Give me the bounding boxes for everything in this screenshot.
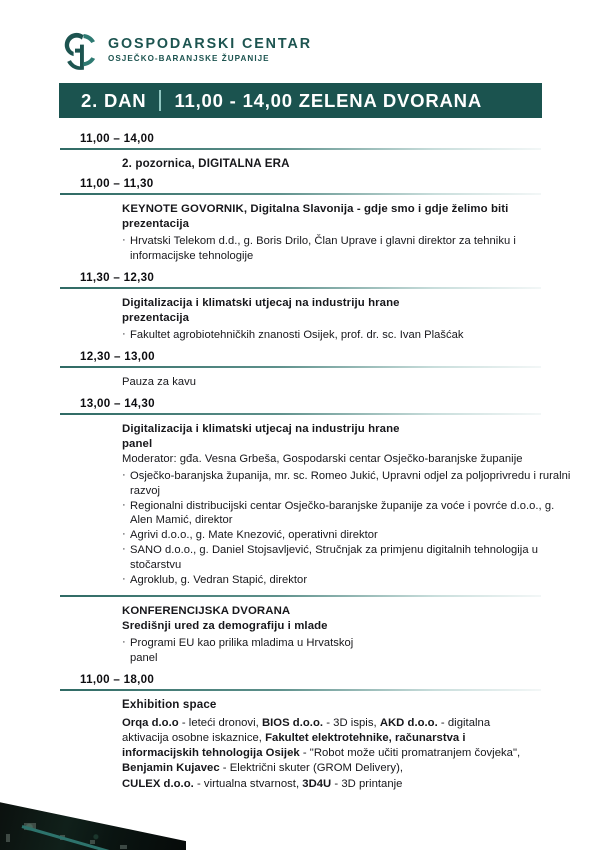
exhibitor-name: CULEX d.o.o. xyxy=(122,777,194,790)
exhibitor-name: informacijskih tehnologija Osijek xyxy=(122,747,300,760)
exhibitor-name: Benjamin Kujavec xyxy=(122,762,220,775)
schedule-entry xyxy=(0,368,601,397)
circuit-board-texture xyxy=(0,792,186,850)
banner-day-label: 2. DAN xyxy=(81,89,147,111)
exhibitor-line xyxy=(122,761,579,776)
stage-label: 2. pozornica, DIGITALNA ERA xyxy=(122,157,290,170)
exhibition-entry xyxy=(0,691,601,792)
time-label: 12,30 – 13,00 xyxy=(80,349,155,363)
schedule-entry xyxy=(0,289,601,350)
time-label: 13,00 – 14,30 xyxy=(80,396,155,410)
hall-organizer: Središnji ured za demografiju i mlade xyxy=(122,619,328,632)
circuit-board-image xyxy=(0,792,186,850)
session-format: prezentacija xyxy=(122,311,190,324)
chip-shape xyxy=(120,845,127,849)
exhibitor-line xyxy=(122,777,579,792)
brand-text xyxy=(108,37,312,62)
exhibitor-detail: - digitalna xyxy=(437,716,491,729)
banner-title: 11,00 - 14,00 ZELENA DVORANA xyxy=(174,89,482,111)
break-note: Pauza za kavu xyxy=(122,375,197,388)
gc-monogram-icon xyxy=(59,30,97,70)
time-label: 11,00 – 14,00 xyxy=(80,132,155,145)
list-item: · Fakultet agrobiotehničkih znanosti Osijek, prof. dr. sc. Ivan Plašćak xyxy=(122,328,579,343)
exhibition-heading: Exhibition space xyxy=(122,697,217,711)
hall-session-list xyxy=(122,636,579,666)
chip-shape xyxy=(6,834,10,842)
exhibitor-detail: - leteći dronovi, xyxy=(178,716,262,729)
exhibitor-name: 3D4U xyxy=(302,777,332,790)
exhibitor-detail: - Električni skuter (GROM Delivery), xyxy=(219,762,404,775)
list-item-text: Programi EU kao prilika mladima u Hrvatskoj xyxy=(130,636,354,649)
list-item: · Agroklub, g. Vedran Stapić, direktor xyxy=(122,573,579,588)
exhibitor-detail: aktivacija osobne iskaznice, xyxy=(122,731,266,744)
panelist-list xyxy=(122,469,579,588)
exhibitor-detail: - 3D ispis, xyxy=(323,716,380,729)
session-title: Digitalizacija i klimatski utjecaj na industriju hrane xyxy=(122,422,400,435)
exhibitor-line xyxy=(122,731,579,746)
session-format: panel xyxy=(122,437,153,450)
brand-title: GOSPODARSKI CENTAR xyxy=(108,36,312,53)
session-format: panel xyxy=(130,651,158,664)
banner-divider xyxy=(159,90,161,111)
exhibitor-detail: - 3D printanje xyxy=(331,777,403,790)
exhibitor-name: AKD d.o.o. xyxy=(379,716,438,729)
exhibitor-name: Orqa d.o.o xyxy=(122,716,179,729)
list-item xyxy=(122,636,579,666)
exhibitor-name: Fakultet elektrotehnike, računarstva i xyxy=(265,731,466,744)
session-title: Digitalizacija i klimatski utjecaj na industriju hrane xyxy=(122,296,400,309)
list-item: · Hrvatski Telekom d.d., g. Boris Drilo, Član Uprave i glavni direktor za tehniku i informacijske tehnologije xyxy=(122,234,579,264)
speaker-list xyxy=(122,234,579,264)
list-item: · Regionalni distribucijski centar Osječko-baranjske županije za voće i povrće d.o.o., g. Alen Mamić, direktor xyxy=(122,499,579,529)
exhibitor-detail: - virtualna stvarnost, xyxy=(193,777,303,790)
schedule-entry xyxy=(0,150,601,177)
time-label: 11,30 – 12,30 xyxy=(80,270,155,284)
session-title: KEYNOTE GOVORNIK, Digitalna Slavonija - gdje smo i gdje želimo biti xyxy=(122,203,509,215)
conference-hall-entry xyxy=(0,597,601,673)
moderator-label: Moderator: gđa. Vesna Grbeša, Gospodarski centar Osječko-baranjske županije xyxy=(122,452,523,465)
schedule-entry xyxy=(0,415,601,595)
chip-shape xyxy=(90,840,95,844)
exhibitor-line xyxy=(122,746,579,761)
brand-subtitle: OSJEČKO-BARANJSKE ŽUPANIJE xyxy=(108,53,270,63)
list-item: · Agrivi d.o.o., g. Mate Knezović, operativni direktor xyxy=(122,528,579,543)
exhibitor-detail: - "Robot može učiti promatranjem čovjeka", xyxy=(299,747,521,760)
list-item: · Osječko-baranjska županija, mr. sc. Romeo Jukić, Upravni odjel za poljoprivredu i ruralni razvoj xyxy=(122,469,579,499)
brand-logo xyxy=(59,30,312,70)
session-format: prezentacija xyxy=(122,218,190,231)
time-label: 11,00 – 11,30 xyxy=(80,177,154,190)
schedule-list xyxy=(0,132,601,792)
hall-title: KONFERENCIJSKA DVORANA xyxy=(122,604,291,617)
speaker-list xyxy=(122,328,579,343)
time-label: 11,00 – 18,00 xyxy=(80,672,155,686)
day-banner xyxy=(59,83,542,118)
exhibitor-list xyxy=(122,716,579,792)
exhibitor-name: BIOS d.o.o. xyxy=(261,716,324,729)
exhibitor-line xyxy=(122,716,579,731)
day-banner-content xyxy=(59,90,482,112)
list-item: · SANO d.o.o., g. Daniel Stojsavljević, Stručnjak za primjenu digitalnih tehnologija u stočarstvu xyxy=(122,543,579,573)
schedule-entry xyxy=(0,195,601,271)
